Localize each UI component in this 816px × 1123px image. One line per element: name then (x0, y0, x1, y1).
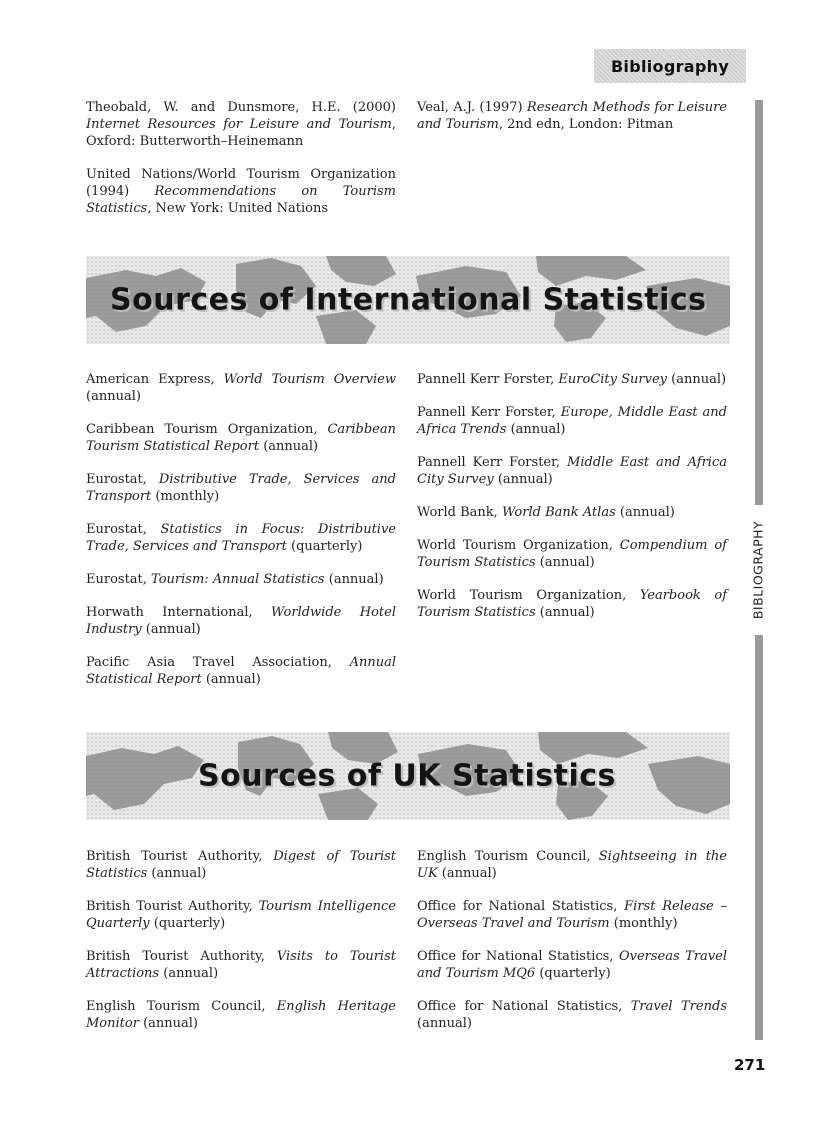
uk-statistics-heading: Sources of UK Statistics (198, 758, 616, 794)
source-entry: American Express, World Tourism Overview (annual) (86, 372, 396, 404)
source-entry: World Tourism Organization, Compendium of Tourism Statistics (annual) (417, 538, 727, 570)
section-header-label: Bibliography (610, 56, 730, 76)
reference-entry: United Nations/World Tourism Organization (1994) Recommendations on Tourism Statistics, New York: United Nations (86, 167, 396, 216)
source-entry: Eurostat, Tourism: Annual Statistics (annual) (86, 572, 384, 587)
source-entry: British Tourist Authority, Visits to Tourist Attractions (annual) (86, 949, 396, 981)
sidebar-label-text: BIBLIOGRAPHY (750, 520, 766, 620)
uk-right-column (417, 848, 727, 1048)
source-entry: Office for National Statistics, Travel Trends (annual) (417, 999, 727, 1031)
uk-left-column (86, 848, 396, 1048)
source-entry: Pannell Kerr Forster, Middle East and Africa City Survey (annual) (417, 455, 727, 487)
source-entry: Pannell Kerr Forster, Europe, Middle East and Africa Trends (annual) (417, 405, 727, 437)
international-left-column (86, 371, 396, 704)
source-entry: British Tourist Authority, Tourism Intelligence Quarterly (quarterly) (86, 899, 396, 931)
source-entry: World Tourism Organization, Yearbook of Tourism Statistics (annual) (417, 588, 728, 620)
reference-entry: Theobald, W. and Dunsmore, H.E. (2000) Internet Resources for Leisure and Tourism, Oxford: Butterworth–Heinemann (86, 100, 396, 149)
international-statistics-banner (86, 256, 730, 344)
sidebar-bar-top (755, 100, 763, 505)
source-entry: Eurostat, Distributive Trade, Services and Transport (monthly) (86, 472, 396, 504)
page-number: 271 (734, 1056, 766, 1074)
section-header-tab (594, 49, 746, 83)
source-entry: Office for National Statistics, First Release – Overseas Travel and Tourism (monthly) (417, 899, 727, 931)
source-entry: Eurostat, Statistics in Focus: Distributive Trade, Services and Transport (quarterly) (86, 522, 396, 554)
bibliography-left-column (86, 99, 396, 233)
international-statistics-heading: Sources of International Statistics (110, 282, 707, 318)
source-entry: Pannell Kerr Forster, EuroCity Survey (annual) (417, 372, 727, 387)
source-entry: Pacific Asia Travel Association, Annual Statistical Report (annual) (86, 655, 396, 687)
sidebar-label (738, 505, 778, 635)
source-entry: Office for National Statistics, Overseas Travel and Tourism MQ6 (quarterly) (417, 949, 727, 981)
reference-entry: Veal, A.J. (1997) Research Methods for Leisure and Tourism, 2nd edn, London: Pitman (417, 100, 727, 132)
source-entry: Horwath International, Worldwide Hotel Industry (annual) (86, 605, 396, 637)
source-entry: English Tourism Council, Sightseeing in the UK (annual) (417, 849, 727, 881)
source-entry: British Tourist Authority, Digest of Tourist Statistics (annual) (86, 849, 396, 881)
bibliography-right-column (417, 99, 727, 149)
source-entry: World Bank, World Bank Atlas (annual) (417, 505, 675, 520)
international-right-column (417, 371, 727, 637)
source-entry: Caribbean Tourism Organization, Caribbean Tourism Statistical Report (annual) (86, 422, 396, 454)
source-entry: English Tourism Council, English Heritage Monitor (annual) (86, 999, 396, 1031)
sidebar-bar-bottom (755, 635, 763, 1040)
uk-statistics-banner (86, 732, 730, 820)
